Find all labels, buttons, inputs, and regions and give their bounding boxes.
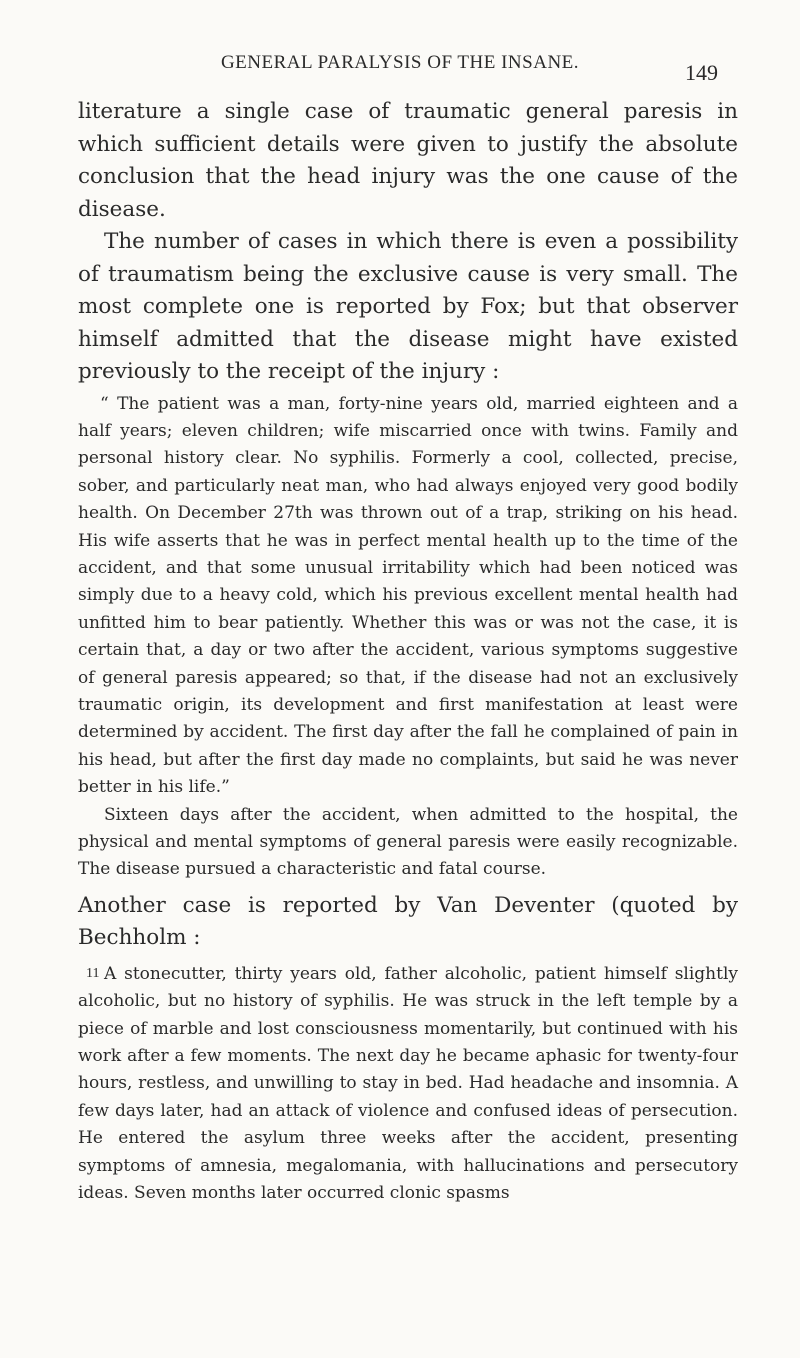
quoted-case-fox: “ The patient was a man, forty-nine years old, married eighteen and a half years; eleven children; wife miscarried once with twins. Family and personal history clear. No syphilis. Formerly a cool, collected, precise, sober, and particularly neat man, who had always enjoyed very good bodily health. On December 27th was thrown out of a trap, striking on his head. His wife asserts that he was in perfect mental health up to the time of the accident, and that some unusual irritability which had been noticed was simply due to a heavy cold, which his previous excellent mental health had unfitted him to bear patiently. Whether this was or was not the case, it is certain that, a day or two after the accident, various symptoms suggestive of general paresis appeared; so that, if the disease had not an exclusively traumatic origin, its development and first manifestation at least were determined by accident. The first day after the fall he complained of pain in his head, but after the first day made no complaints, but said he was never better in his life.” — [78, 393, 738, 798]
running-title: GENERAL PARALYSIS OF THE INSANE. — [220, 52, 580, 73]
paragraph-continued: literature a single case of traumatic general paresis in which sufficient details were given to justify the absolute conclusion that the head injury was the one cause of the disease. — [78, 99, 738, 222]
paragraph-sixteen-days: Sixteen days after the accident, when admitted to the hospital, the physical and mental symptoms of general paresis were easily recognizable. The disease pursued a characteristic and fatal course. — [78, 804, 738, 880]
quoted-case-stonecutter: A stonecutter, thirty years old, father alcoholic, patient himself slightly alcoholic, but no history of syphilis. He was struck in the left temple by a piece of marble and lost consciousness momentarily, but continued with his work after a few moments. The next day he became aphasic for twenty-four hours, restless, and unwilling to stay in bed. Had headache and insomnia. A few days later, had an attack of violence and confused ideas of persecution. He entered the asylum three weeks after the accident, presenting symptoms of amnesia, megalomania, with hallucinations and persecutory ideas. Seven months later occurred clonic spasms — [78, 963, 738, 1204]
paragraph-van-deventer: Another case is reported by Van Deventer (quoted by Bechholm : — [78, 892, 738, 951]
page-body — [78, 96, 738, 1207]
page-number: 149 — [685, 60, 718, 85]
paragraph-fox-intro: The number of cases in which there is even a possibility of traumatism being the exclusive cause is very small. The most complete one is reported by Fox; but that observer himself admitted that the disease might have existed previously to the receipt of the injury : — [78, 229, 738, 384]
signature-mark: 11 — [86, 966, 100, 981]
